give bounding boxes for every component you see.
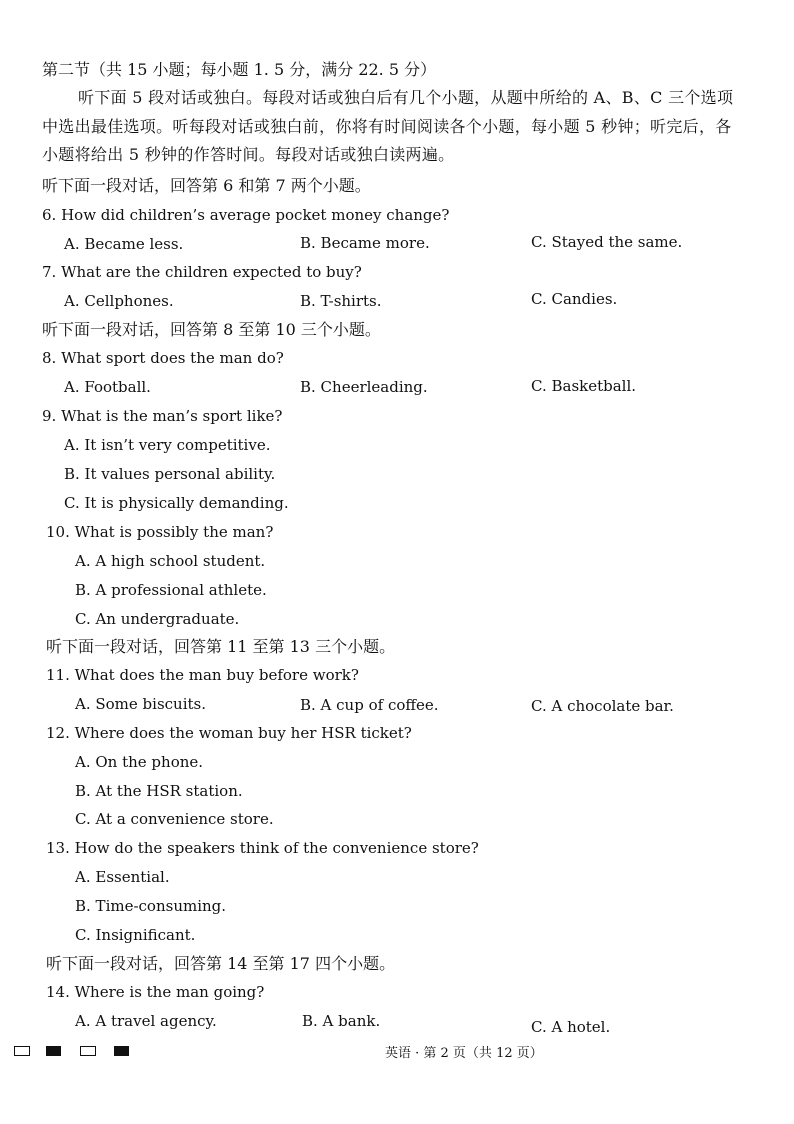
question-stem: 14. Where is the man going? [46,983,265,1001]
question-stem: 10. What is possibly the man? [46,523,274,541]
question-stem: 7. What are the children expected to buy? [42,263,362,281]
question-stem: 9. What is the man’s sport like? [42,407,283,425]
option-c: C. Insignificant. [75,926,196,944]
outline-mark [14,1046,30,1056]
option-c: C. An undergraduate. [75,610,240,628]
option-b: B. Time-consuming. [75,897,227,915]
question-stem: 8. What sport does the man do? [42,349,284,367]
question-stem: 6. How did children’s average pocket money change? [42,206,450,224]
option-c: C. Basketball. [531,377,637,395]
option-a: A. A travel agency. [75,1012,217,1030]
question-stem: 11. What does the man buy before work? [46,666,359,684]
instructions-paragraph: 听下面 5 段对话或独白。每段对话或独白后有几个小题，从题中所给的 A、B、C 三个选项中选出最佳选项。听每段对话或独白前，你将有时间阅读各个小题，每小题 5 秒钟；听完后，各小题将给出 5 秒钟的作答时间。每段对话或独白读两遍。 [42,88,734,164]
option-b: B. Cheerleading. [300,378,428,396]
filled-mark [46,1046,61,1056]
option-a: A. Became less. [64,235,184,253]
outline-mark [80,1046,96,1056]
group-instruction: 听下面一段对话，回答第 6 和第 7 两个小题。 [42,176,371,195]
option-a: A. Cellphones. [64,292,174,310]
option-b: B. A professional athlete. [75,581,267,599]
option-a: A. Some biscuits. [75,695,206,713]
option-c: C. At a convenience store. [75,810,274,828]
option-a: A. Essential. [75,868,170,886]
option-c: C. Candies. [531,290,618,308]
question-stem: 12. Where does the woman buy her HSR ticket? [46,724,412,742]
page-footer: 英语 · 第 2 页（共 12 页） [385,1046,543,1061]
filled-mark [114,1046,129,1056]
option-b: B. At the HSR station. [75,782,243,800]
option-b: B. A bank. [302,1012,381,1030]
group-instruction: 听下面一段对话，回答第 14 至第 17 四个小题。 [46,954,396,973]
option-b: B. A cup of coffee. [300,696,439,714]
group-instruction: 听下面一段对话，回答第 11 至第 13 三个小题。 [46,637,396,656]
group-instruction: 听下面一段对话，回答第 8 至第 10 三个小题。 [42,320,381,339]
option-c: C. Stayed the same. [531,233,683,251]
option-c: C. A chocolate bar. [531,697,674,715]
option-a: A. On the phone. [75,753,204,771]
option-b: B. T-shirts. [300,292,382,310]
option-b: B. Became more. [300,234,430,252]
option-a: A. Football. [64,378,151,396]
question-stem: 13. How do the speakers think of the convenience store? [46,839,479,857]
option-c: C. A hotel. [531,1018,611,1036]
option-b: B. It values personal ability. [64,465,276,483]
option-c: C. It is physically demanding. [64,494,289,512]
section-header: 第二节（共 15 小题；每小题 1. 5 分，满分 22. 5 分） [42,60,437,79]
option-a: A. A high school student. [75,552,266,570]
option-a: A. It isn’t very competitive. [64,436,271,454]
